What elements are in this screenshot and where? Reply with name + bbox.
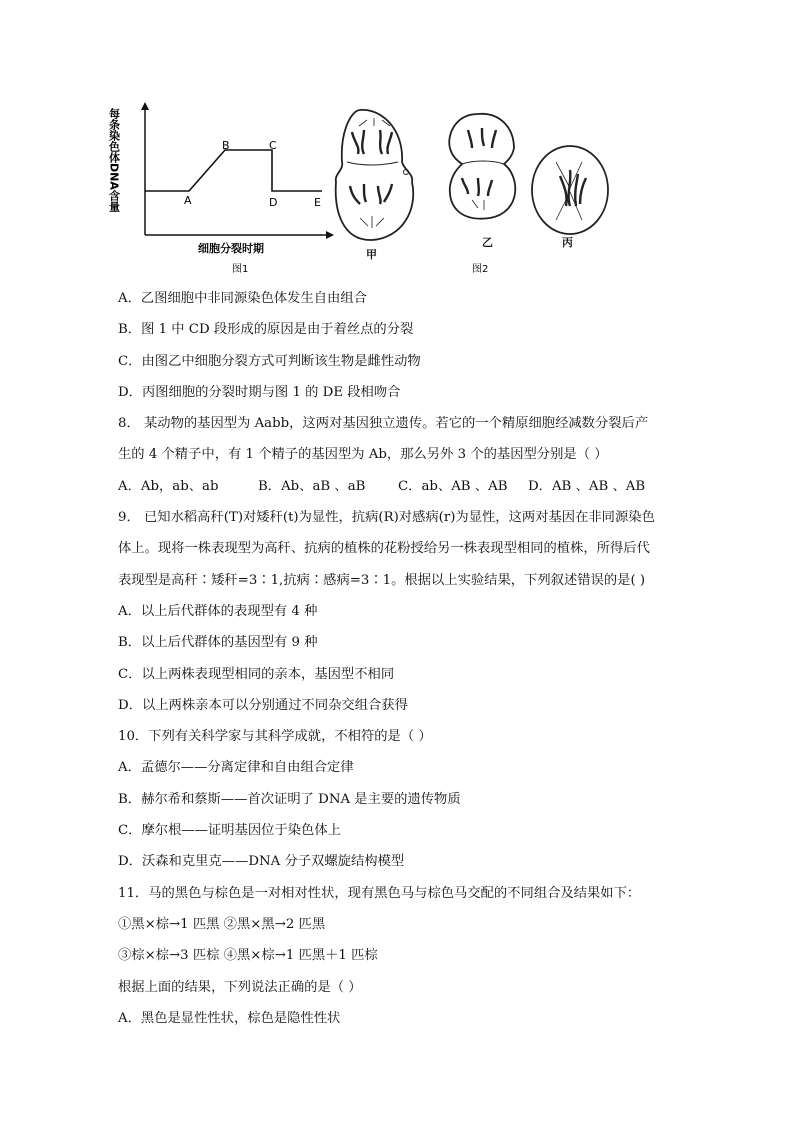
q9-stem-line-1: 9． 已知水稻高秆(T)对矮秆(t)为显性，抗病(R)对感病(r)为显性，这两对基因在非同源染色 (118, 510, 655, 526)
q8-stem-line-1: 8． 某动物的基因型为 Aabb，这两对基因独立遗传。若它的一个精原细胞经减数分裂后产 (118, 416, 649, 432)
q9-option-a: A．以上后代群体的表现型有 4 种 (118, 603, 318, 619)
q7-option-d: D．丙图细胞的分裂时期与图 1 的 DE 段相吻合 (118, 384, 401, 400)
q11-cross-3-4: ③棕×棕→3 匹棕 ④黑×棕→1 匹黑＋1 匹棕 (118, 948, 378, 964)
q9-stem-line-2: 体上。现将一株表现型为高秆、抗病的植株的花粉授给另一株表现型相同的植株，所得后代 (118, 541, 650, 557)
y-axis-arrow (141, 102, 149, 110)
q9-option-c: C．以上两株表现型相同的亲本，基因型不相同 (118, 666, 395, 682)
q9-stem-line-3: 表现型是高秆∶矮秆=3∶1,抗病∶感病=3∶1。根据以上实验结果，下列叙述错误的是( ) (118, 572, 646, 588)
q8-option-d: D．AB 、AB 、AB (528, 478, 646, 494)
q11-option-a: A．黑色是显性性状，棕色是隐性性状 (118, 1010, 341, 1026)
q8-options (118, 474, 678, 505)
figure1-ylabel: 每条染色体DNA含量 (107, 108, 121, 212)
q10-option-d: D．沃森和克里克——DNA 分子双螺旋结构模型 (118, 854, 405, 870)
question-text (118, 286, 678, 1037)
figure2-caption: 图2 (472, 264, 489, 275)
q7-option-a: A．乙图细胞中非同源染色体发生自由组合 (118, 291, 367, 306)
cell-bing-label: 丙 (562, 236, 573, 249)
point-a-label: A (184, 194, 192, 207)
figures-svg (107, 100, 573, 280)
cell-yi (449, 114, 515, 249)
q8-option-c: C．ab、AB 、AB (398, 478, 508, 494)
q8-stem-line-2: 生的 4 个精子中，有 1 个精子的基因型为 Ab，那么另外 3 个的基因型分别是（ ） (118, 447, 608, 463)
cell-jia-label: 甲 (366, 248, 377, 261)
q7-option-c: C．由图乙中细胞分裂方式可判断该生物是雌性动物 (118, 353, 421, 369)
q11-stem: 11．马的黑色与棕色是一对相对性状，现有黑色马与棕色马交配的不同组合及结果如下： (118, 885, 641, 901)
cell-bing (532, 146, 608, 249)
q7-option-b: B．图 1 中 CD 段形成的原因是由于着丝点的分裂 (118, 322, 414, 338)
point-b-label: B (222, 139, 230, 152)
cell-yi-label: 乙 (482, 236, 493, 249)
point-d-label: D (269, 196, 278, 209)
q10-option-a: A．孟德尔——分离定律和自由组合定律 (118, 760, 354, 776)
cell-jia (336, 110, 414, 261)
q10-option-b: B．赫尔希和蔡斯——首次证明了 DNA 是主要的遗传物质 (118, 791, 461, 807)
q9-option-d: D．以上两株亲本可以分别通过不同杂交组合获得 (118, 697, 408, 713)
dna-content-curve (145, 150, 322, 191)
figure1-graph (108, 102, 335, 275)
q11-cross-1-2: ①黑×棕→1 匹黑 ②黑×黑→2 匹黑 (118, 916, 326, 932)
figure1-caption: 图1 (232, 264, 249, 275)
figure-area (107, 100, 573, 280)
q8-option-b: B．Ab、aB 、aB (258, 478, 366, 494)
q9-option-b: B．以上后代群体的基因型有 9 种 (118, 635, 318, 651)
q11-question: 根据上面的结果，下列说法正确的是（ ） (118, 979, 362, 995)
q10-option-c: C．摩尔根——证明基因位于染色体上 (118, 823, 341, 839)
point-e-label: E (314, 196, 321, 209)
q10-stem: 10．下列有关科学家与其科学成就，不相符的是（ ） (118, 729, 432, 745)
figure1-xlabel: 细胞分裂时期 (198, 242, 264, 255)
x-axis-arrow (326, 231, 334, 239)
q8-option-a: A．Ab，ab、ab (118, 478, 219, 494)
point-c-label: C (269, 139, 277, 152)
